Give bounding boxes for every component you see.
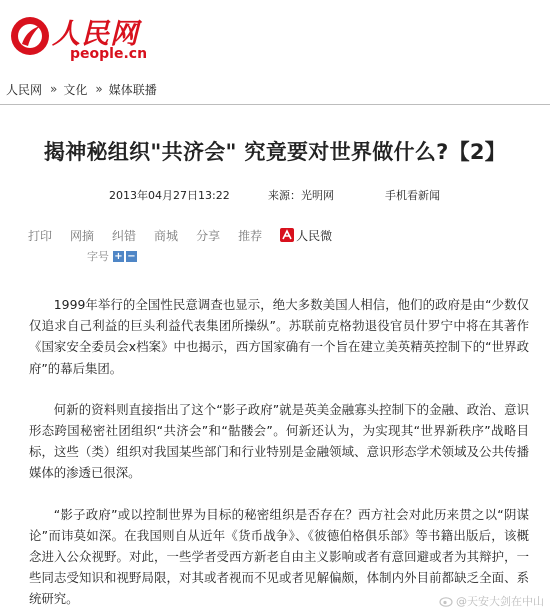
font-size-control [87,249,137,263]
mobile-news-link[interactable]: 手机看新闻 [385,189,440,202]
article-datetime: 2013年04月27日13:22 [109,189,230,202]
people-logo-icon [8,14,52,58]
header-divider [0,104,550,105]
share-link[interactable]: 分享 [196,228,221,243]
watermark-text: @天安大剑在中山 [456,595,544,608]
article-paragraph: 何新的资料则直接指出了这个“影子政府”就是英美金融寡头控制下的金融、政治、意识形态跨国秘密社团组织“共济会”和“骷髅会”。何新还认为，为实现其“世界新秩序”战略目标，这些（类）组织对我国某些部门和行业特别是金融领域、意识形态学术领域及公共传播媒体的渗透已很深。 [29,401,529,481]
correction-link[interactable]: 纠错 [112,228,137,243]
breadcrumb [0,76,550,102]
weibo-button[interactable] [280,227,332,244]
font-size-increase-button[interactable]: + [114,250,123,262]
article-toolbar [28,226,332,244]
font-size-decrease-button[interactable]: − [127,250,136,262]
people-logo[interactable] [8,8,148,64]
bookmark-link[interactable]: 网摘 [70,228,95,243]
article-title: 揭神秘组织"共济会" 究竟要对世界做什么?【2】 [43,140,507,164]
weibo-icon [280,228,294,242]
print-link[interactable]: 打印 [28,228,53,243]
mall-link[interactable]: 商城 [154,228,179,243]
logo-wordmark-cn: 人民网 [52,17,140,50]
article-source: 来源：光明网 [268,189,334,202]
chevron-double-right-icon: » [95,82,103,96]
chevron-double-right-icon: » [50,82,58,96]
weibo-eye-icon [439,595,453,607]
site-header [0,0,550,70]
weibo-watermark [439,593,544,609]
breadcrumb-home[interactable]: 人民网 [6,82,43,97]
article-body [29,294,529,612]
article-paragraph: “影子政府”或以控制世界为目标的秘密组织是否存在？西方社会对此历来贯之以“阴谋论”而讳莫如深。在我国则自从近年《货币战争》、《彼德伯格俱乐部》等书籍出版后，该概念进入公众视野。对此，一些学者受西方新老自由主义影响或者有意回避或者为其辩护，一些同志受知识和视野局限，对其或者视而不见或者见解偏颇，体制内外目前都缺乏全面、系统研究。 [29,506,529,607]
article-paragraph: 1999年举行的全国性民意调查也显示，绝大多数美国人相信，他们的政府是由“少数仅仅追求自己利益的巨头利益代表集团所操纵”。苏联前克格勃退役官员什罗宁中将在其著作《国家安全委员会x档案》中也揭示，西方国家确有一个旨在建立美英精英控制下的“世界政府”的幕后集团。 [29,297,529,376]
logo-wordmark-en: people.cn [70,46,148,62]
breadcrumb-culture[interactable]: 文化 [63,82,88,97]
breadcrumb-media[interactable]: 媒体联播 [108,82,157,97]
recommend-link[interactable]: 推荐 [238,228,263,243]
weibo-label: 人民微 [296,228,333,243]
font-size-label: 字号 [87,250,109,263]
